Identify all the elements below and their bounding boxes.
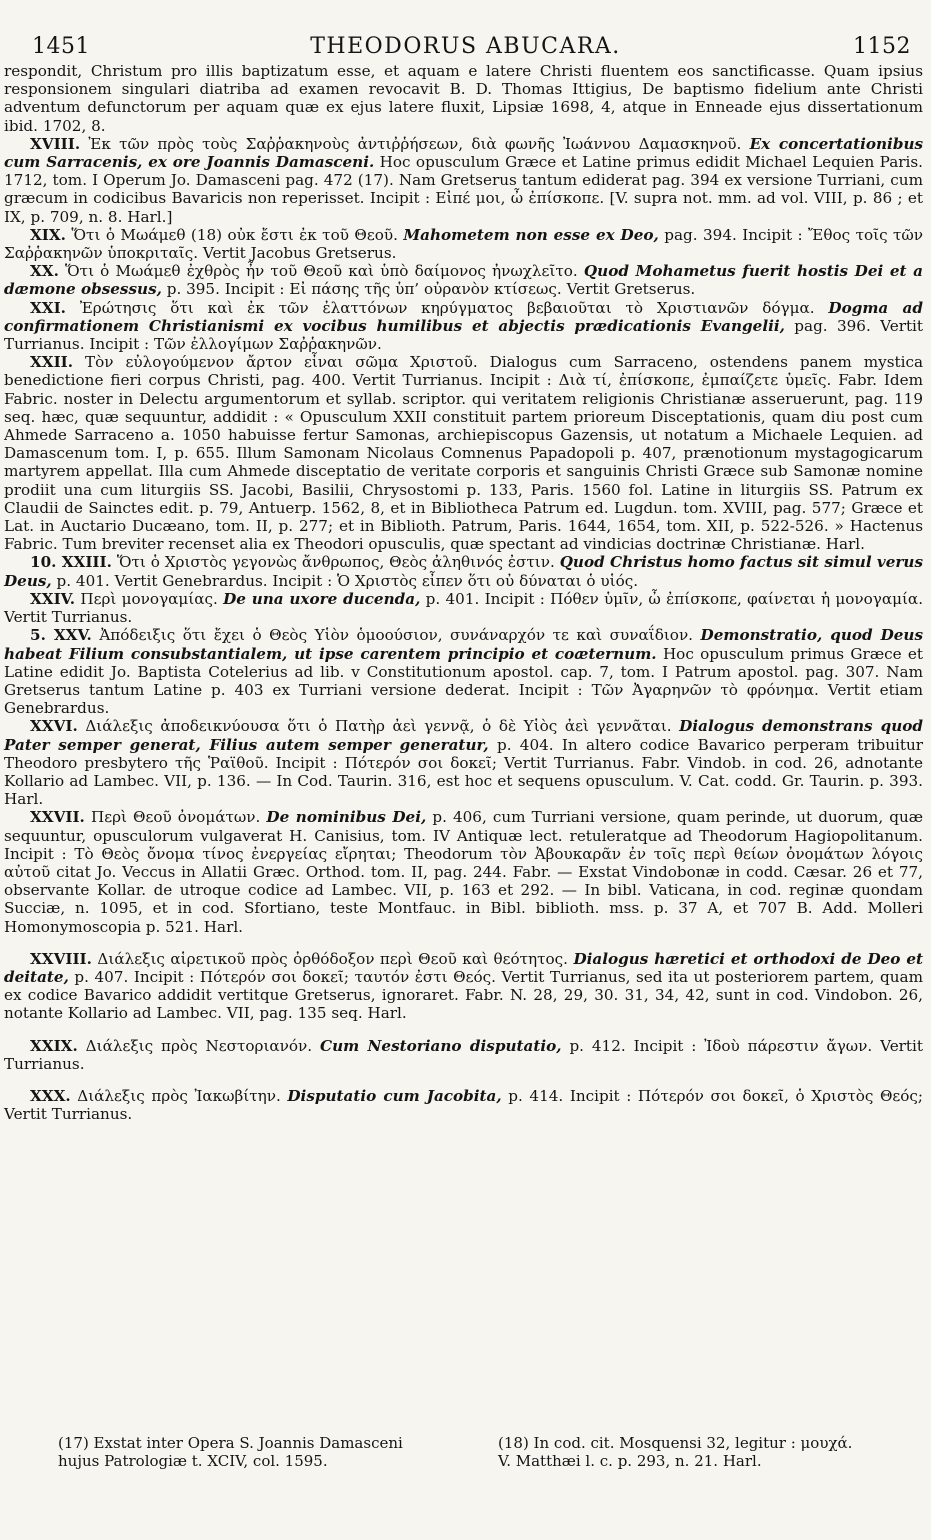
latin-title: De nominibus Dei, [266,808,427,827]
latin-title: Mahometem non esse ex Deo, [403,225,659,244]
entry-text: Hoc opusculum Græce et Latine primus edidit Michael Lequien Paris. 1712, tom. I Operum Jo. Damasceni pag. 472 (17). Nam Gretserus tantum ediderat pag. 394 ex versione Turriani, cum græcum in codicibus Bavaricis non reperisset. Incipit : Εἰπέ μοι, ὦ ἐπίσκοπε. [V. supra not. mm. ad vol. VIII, p. 86 ; et IX, p. 709, n. 8. Harl.] [4,153,923,226]
greek-title: Περὶ Θεοῦ ὀνομάτων. [90,808,261,827]
entry-paragraph [4,808,923,935]
latin-title: Quod Christus homo factus sit simul verus Deus, [4,553,924,590]
entry-text: p. 412. Incipit : Ἰδοὺ πάρεστιν ἄγων. Vertit Turrianus. [4,1036,924,1073]
entry-number: 5. XXV. [30,626,92,645]
greek-title: Ὅτι ὁ Μωάμεθ ἐχθρὸς ἦν τοῦ Θεοῦ καὶ ὑπὸ δαίμονος ἠνωχλεῖτο. [65,262,578,281]
entry-paragraph [4,262,923,298]
greek-title: Ὅτι ὁ Μωάμεθ (18) οὐκ ἔστι ἐκ τοῦ Θεοῦ. [71,225,398,244]
entry-paragraph [4,135,923,226]
entry-number: XVIII. [30,134,81,153]
entry-number: XX. [30,262,59,281]
entry-number: 10. XXIII. [30,553,112,572]
latin-title: Demonstratio, quod Deus habeat Filium consubstantialem, ut ipse carentem principio et coæternum. [4,626,924,663]
latin-title: Disputatio cum Jacobita, [287,1086,502,1105]
entry-paragraph [4,1037,923,1073]
greek-title: Διάλεξις αἱρετικοῦ πρὸς ὀρθόδοξον περὶ Θεοῦ καὶ θεότητος. [97,949,568,968]
running-title: THEODORUS ABUCARA. [310,34,621,59]
entry-paragraph [4,353,923,553]
entry-paragraph [4,553,923,589]
entry-text: p. 395. Incipit : Εἰ πάσης τῆς ὑπ’ οὐρανὸν κτίσεως. Vertit Gretserus. [166,280,696,299]
latin-title: Quod Mohametus fuerit hostis Dei et a dæmone obsessus, [4,262,924,299]
entry-text: Dialogus cum Sarraceno, ostendens panem mystica benedictione fieri corpus Christi, pag. 400. Vertit Turrianus. Incipit : Διὰ τί, ἐπίσκοπε, ἐμπαίζετε ὑμεῖς. Fabr. Idem Fabric. noster in Delectu argumentorum et syllab. scriptor. qui veritatem religionis Christianæ asseruerunt, pag. 119 seq. hæc, quæ sequuntur, addidit : « Opusculum XXII constituit partem prioreum Disceptationis, quam diu post cum Ahmede Sarraceno a. 1050 habuisse fertur Samonas, archiepiscopus Gazensis, ut notatum a Michaele Lequien. ad Damascenum tom. I, p. 655. Illum Samonam Nicolaus Comnenus Papadopoli p. 407, prænotionum mystagogicarum martyrem appellat. Illa cum Ahmede disceptatio de veritate corporis et sanguinis Christi Græce sub Samonæ nomine prodiit una cum liturgiis SS. Jacobi, Basilii, Chrysostomi p. 133, Paris. 1560 fol. Latine in liturgiis SS. Patrum ex Claudii de Sainctes edit. p. 79, Antuerp. 1562, 8, et in Bibliotheca Patrum ed. Lugdun. tom. XVIII, pag. 577; Græce et Lat. in Auctario Ducæano, tom. II, p. 277; et in Biblioth. Patrum, Paris. 1644, 1654, tom. XII, p. 522-526. » Hactenus Fabric. Tum breviter recenset alia ex Theodori opusculis, quæ spectant ad vindicias doctrinæ Christianæ. Harl. [4,353,924,554]
main-text [4,62,923,1123]
entry-paragraph [4,590,923,626]
column-number-right: 1152 [853,34,911,59]
latin-title: Dialogus hæretici et orthodoxi de Deo et deitate, [4,949,924,986]
greek-title: Τὸν εὐλογούμενον ἄρτον εἶναι σῶμα Χριστοῦ. [85,353,478,372]
entry-text: Hoc opusculum primus Græce et Latine edidit Jo. Baptista Cotelerius ad lib. v Constitutionum apostol. cap. 7, tom. I Patrum apostol. pag. 307. Nam Gretserus tantum Latine p. 403 ex Turriani versione dederat. Incipit : Τῶν Ἀγαρηνῶν τὸ φρόνημα. Vertit etiam Genebrardus. [4,644,924,718]
latin-title: Cum Nestoriano disputatio, [320,1036,562,1055]
footnote-line: (18) In cod. cit. Mosquensi 32, legitur : μουχά. [498,1434,853,1452]
greek-title: Ὅτι ὁ Χριστὸς γεγονὼς ἄνθρωπος, Θεὸς ἀληθινός ἐστιν. [116,553,555,572]
footnote-18 [498,1434,923,1470]
footnote-line: hujus Patrologiæ t. XCIV, col. 1595. [58,1452,328,1470]
footnote-line: (17) Exstat inter Opera S. Joannis Damasceni [58,1434,403,1452]
entry-number: XXVIII. [30,949,92,968]
entry-text: respondit, Christum pro illis baptizatum esse, et aquam e latere Christi fluentem eos sanctificasse. Quam ipsius responsionem singulari diatriba ad examen revocavit B. D. Thomas Ittigius, De baptismo fidelium ante Christi adventum defunctorum per aquam quæ ex ejus latere fluxit, Lipsiæ 1698, 4, atque in Enneade ejus dissertationum ibid. 1702, 8. [4,62,923,135]
entry-paragraph [4,299,923,354]
greek-title: Περὶ μονογαμίας. [80,589,218,608]
entry-number: XXX. [30,1086,71,1105]
entry-text: p. 404. In altero codice Bavarico perperam tribuitur Theodoro presbytero τῆς Ῥαϊθοῦ. Incipit : Πότερόν σοι δοκεῖ; Vertit Turrianus. Fabr. Vindob. in cod. 26, adnotante Kollario ad Lambec. VII, p. 136. — In Cod. Taurin. 316, est hoc et sequens opusculum. V. Cat. codd. Gr. Taurin. p. 393. Harl. [4,735,923,809]
entry-number: XXI. [30,298,66,317]
entry-number: XXVI. [30,717,78,736]
entry-text: p. 406, cum Turriani versione, quam perinde, ut duorum, quæ sequuntur, opusculorum vulgaverat H. Canisius, tom. IV Antiquæ lect. retuleratque ad Theodorum Hagiopolitanum. Incipit : Τὸ Θεὸς ὄνομα τίνος ἐνεργείας εἴρηται; Theodorum τὸν Ἀβουκαρᾶν ἐν τοῖς περὶ θείων ὀνομάτων λόγοις αὐτοῦ citat Jo. Veccus in Allatii Græc. Orthod. tom. II, pag. 244. Fabr. — Exstat Vindobonæ in codd. Cæsar. 26 et 77, observante Kollar. de utroque codice ad Lambec. VII, p. 163 et 292. — In bibl. Vaticana, in cod. reginæ quondam Succiæ, n. 1095, et in cod. Sfortiano, teste Montfauc. in Bibl. biblioth. mss. p. 37 A, et 707 B. Add. Molleri Homonymoscopia p. 521. Harl. [4,808,924,936]
greek-title: Διάλεξις ἀποδεικνύουσα ὅτι ὁ Πατὴρ ἀεὶ γεννᾷ, ὁ δὲ Υἱὸς ἀεὶ γεννᾶται. [85,717,672,736]
entry-paragraph [4,62,923,135]
entry-number: XXIV. [30,589,76,608]
entry-number: XXII. [30,353,74,372]
greek-title: Ἐρώτησις ὅτι καὶ ἐκ τῶν ἐλαττόνων κηρύγματος βεβαιοῦται τὸ Χριστιανῶν δόγμα. [79,298,815,317]
entry-text: pag. 396. Vertit Turrianus. Incipit : Τῶν ἐλλογίμων Σαῤῥακηνῶν. [4,316,924,354]
column-number-left: 1451 [32,34,90,59]
greek-title: Διάλεξις πρὸς Νεστοριανόν. [85,1036,313,1055]
entry-paragraph [4,950,923,1023]
latin-title: Dogma ad confirmationem Christianismi ex vocibus humilibus et abjectis prædicationis Evangelii, [4,298,923,335]
entry-paragraph [4,626,923,717]
entry-paragraph [4,717,923,808]
entry-text: p. 401. Incipit : Πόθεν ὑμῖν, ὦ ἐπίσκοπε, φαίνεται ἡ μονογαμία. Vertit Turrianus. [4,589,924,627]
running-header [8,34,923,60]
entry-number: XIX. [30,225,66,244]
latin-title: Dialogus demonstrans quod Pater semper generat, Filius autem semper generatur, [4,717,924,754]
latin-title: De una uxore ducenda, [223,589,421,608]
greek-title: Ἐκ τῶν πρὸς τοὺς Σαῤῥακηνοὺς ἀντιῤῥήσεων, διὰ φωνῆς Ἰωάννου Δαμασκηνοῦ. [88,134,742,153]
entry-text: pag. 394. Incipit : Ἔθος τοῖς τῶν Σαῤῥακηνῶν ὑποκριταῖς. Vertit Jacobus Gretserus. [4,225,924,263]
entry-text: p. 401. Vertit Genebrardus. Incipit : Ὁ Χριστὸς εἶπεν ὅτι οὐ δύναται ὁ υἱός. [56,571,639,590]
footnote-17 [58,1434,478,1470]
greek-title: Ἀπόδειξις ὅτι ἔχει ὁ Θεὸς Υἱὸν ὁμοούσιον, συνάναρχόν τε καὶ συναΐδιον. [99,626,694,645]
entry-paragraph [4,226,923,262]
footnote-line: V. Matthæi l. c. p. 293, n. 21. Harl. [498,1452,762,1470]
greek-title: Διάλεξις πρὸς Ἰακωβίτην. [77,1086,281,1105]
entry-text: p. 414. Incipit : Πότερόν σοι δοκεῖ, ὁ Χριστὸς Θεός; Vertit Turrianus. [4,1086,924,1124]
entry-number: XXIX. [30,1036,78,1055]
entry-paragraph [4,1087,923,1123]
entry-number: XXVII. [30,808,85,827]
entry-text: p. 407. Incipit : Πότερόν σοι δοκεῖ; ταυτόν ἐστι Θεός. Vertit Turrianus, sed ita ut posteriorem partem, quam ex codice Bavarico addidit vertitque Gretserus, ignoraret. Fabr. N. 28, 29, 30. 31, 34, 42, sunt in cod. Vindobon. 26, notante Kollario ad Lambec. VII, pag. 135 seq. Harl. [4,967,923,1023]
latin-title: Ex concertationibus cum Sarracenis, ex ore Joannis Damasceni. [4,134,924,172]
